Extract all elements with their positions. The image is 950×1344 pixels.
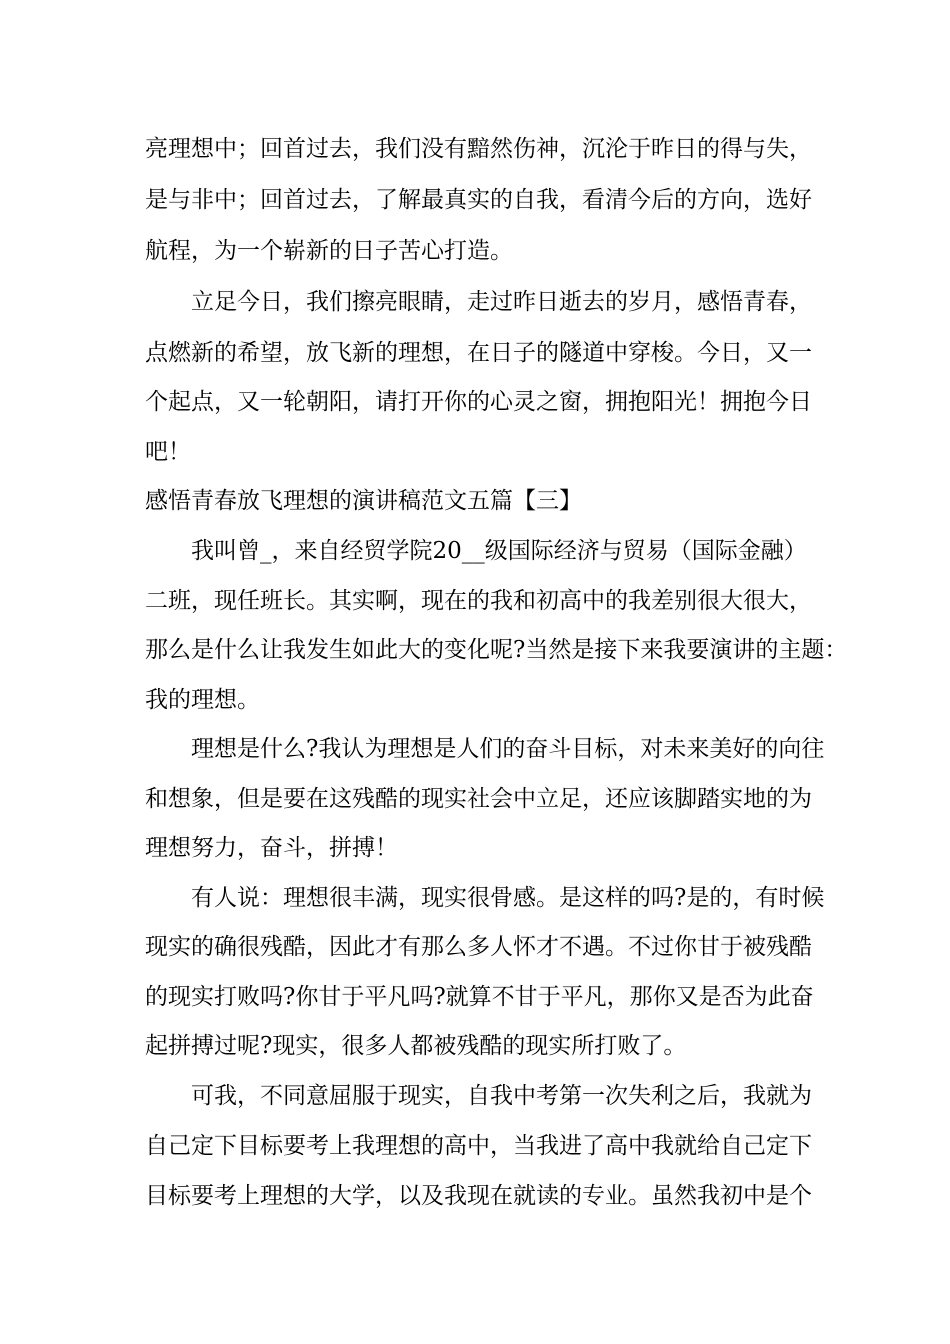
text-line: 的现实打败吗?你甘于平凡吗?就算不甘于平凡，那你又是否为此奋 [145,984,814,1010]
text-line: 我的理想。 [145,687,260,713]
text-line: 有人说：理想很丰满，现实很骨感。是这样的吗?是的，有时候 [191,885,825,911]
text-line: 二班，现任班长。其实啊，现在的我和初高中的我差别很大很大， [145,588,812,614]
text-line: 和想象，但是要在这残酷的现实社会中立足，还应该脚踏实地的为 [145,786,812,812]
text-line: 起拼搏过呢?现实，很多人都被残酷的现实所打败了。 [145,1033,687,1059]
text-line: 那么是什么让我发生如此大的变化呢?当然是接下来我要演讲的主题： [145,637,848,663]
text-line: 亮理想中；回首过去，我们没有黯然伤神，沉沦于昨日的得与失， [145,136,812,162]
text-line: 理想努力，奋斗，拼搏！ [145,835,398,861]
text-line: 理想是什么?我认为理想是人们的奋斗目标，对未来美好的向往 [191,736,825,762]
section-heading: 感悟青春放飞理想的演讲稿范文五篇【三】 [145,488,582,514]
text-line: 自己定下目标要考上我理想的高中，当我进了高中我就给自己定下 [145,1133,812,1159]
text-line: 可我，不同意屈服于现实，自我中考第一次失利之后，我就为 [191,1083,812,1109]
text-line: 立足今日，我们擦亮眼睛，走过昨日逝去的岁月，感悟青春， [191,289,812,315]
text-line: 现实的确很残酷，因此才有那么多人怀才不遇。不过你甘于被残酷 [145,934,812,960]
text-line: 个起点，又一轮朝阳，请打开你的心灵之窗，拥抱阳光！拥抱今日 [145,389,812,415]
text-line: 是与非中；回首过去，了解最真实的自我，看清今后的方向，选好 [145,187,812,213]
text-line: 我叫曾_，来自经贸学院20__级国际经济与贸易（国际金融） [191,538,807,564]
text-line: 点燃新的希望，放飞新的理想，在日子的隧道中穿梭。今日，又一 [145,340,812,366]
text-line: 目标要考上理想的大学，以及我现在就读的专业。虽然我初中是个 [145,1183,812,1209]
text-line: 航程，为一个崭新的日子苦心打造。 [145,238,513,264]
text-line: 吧！ [145,439,191,465]
